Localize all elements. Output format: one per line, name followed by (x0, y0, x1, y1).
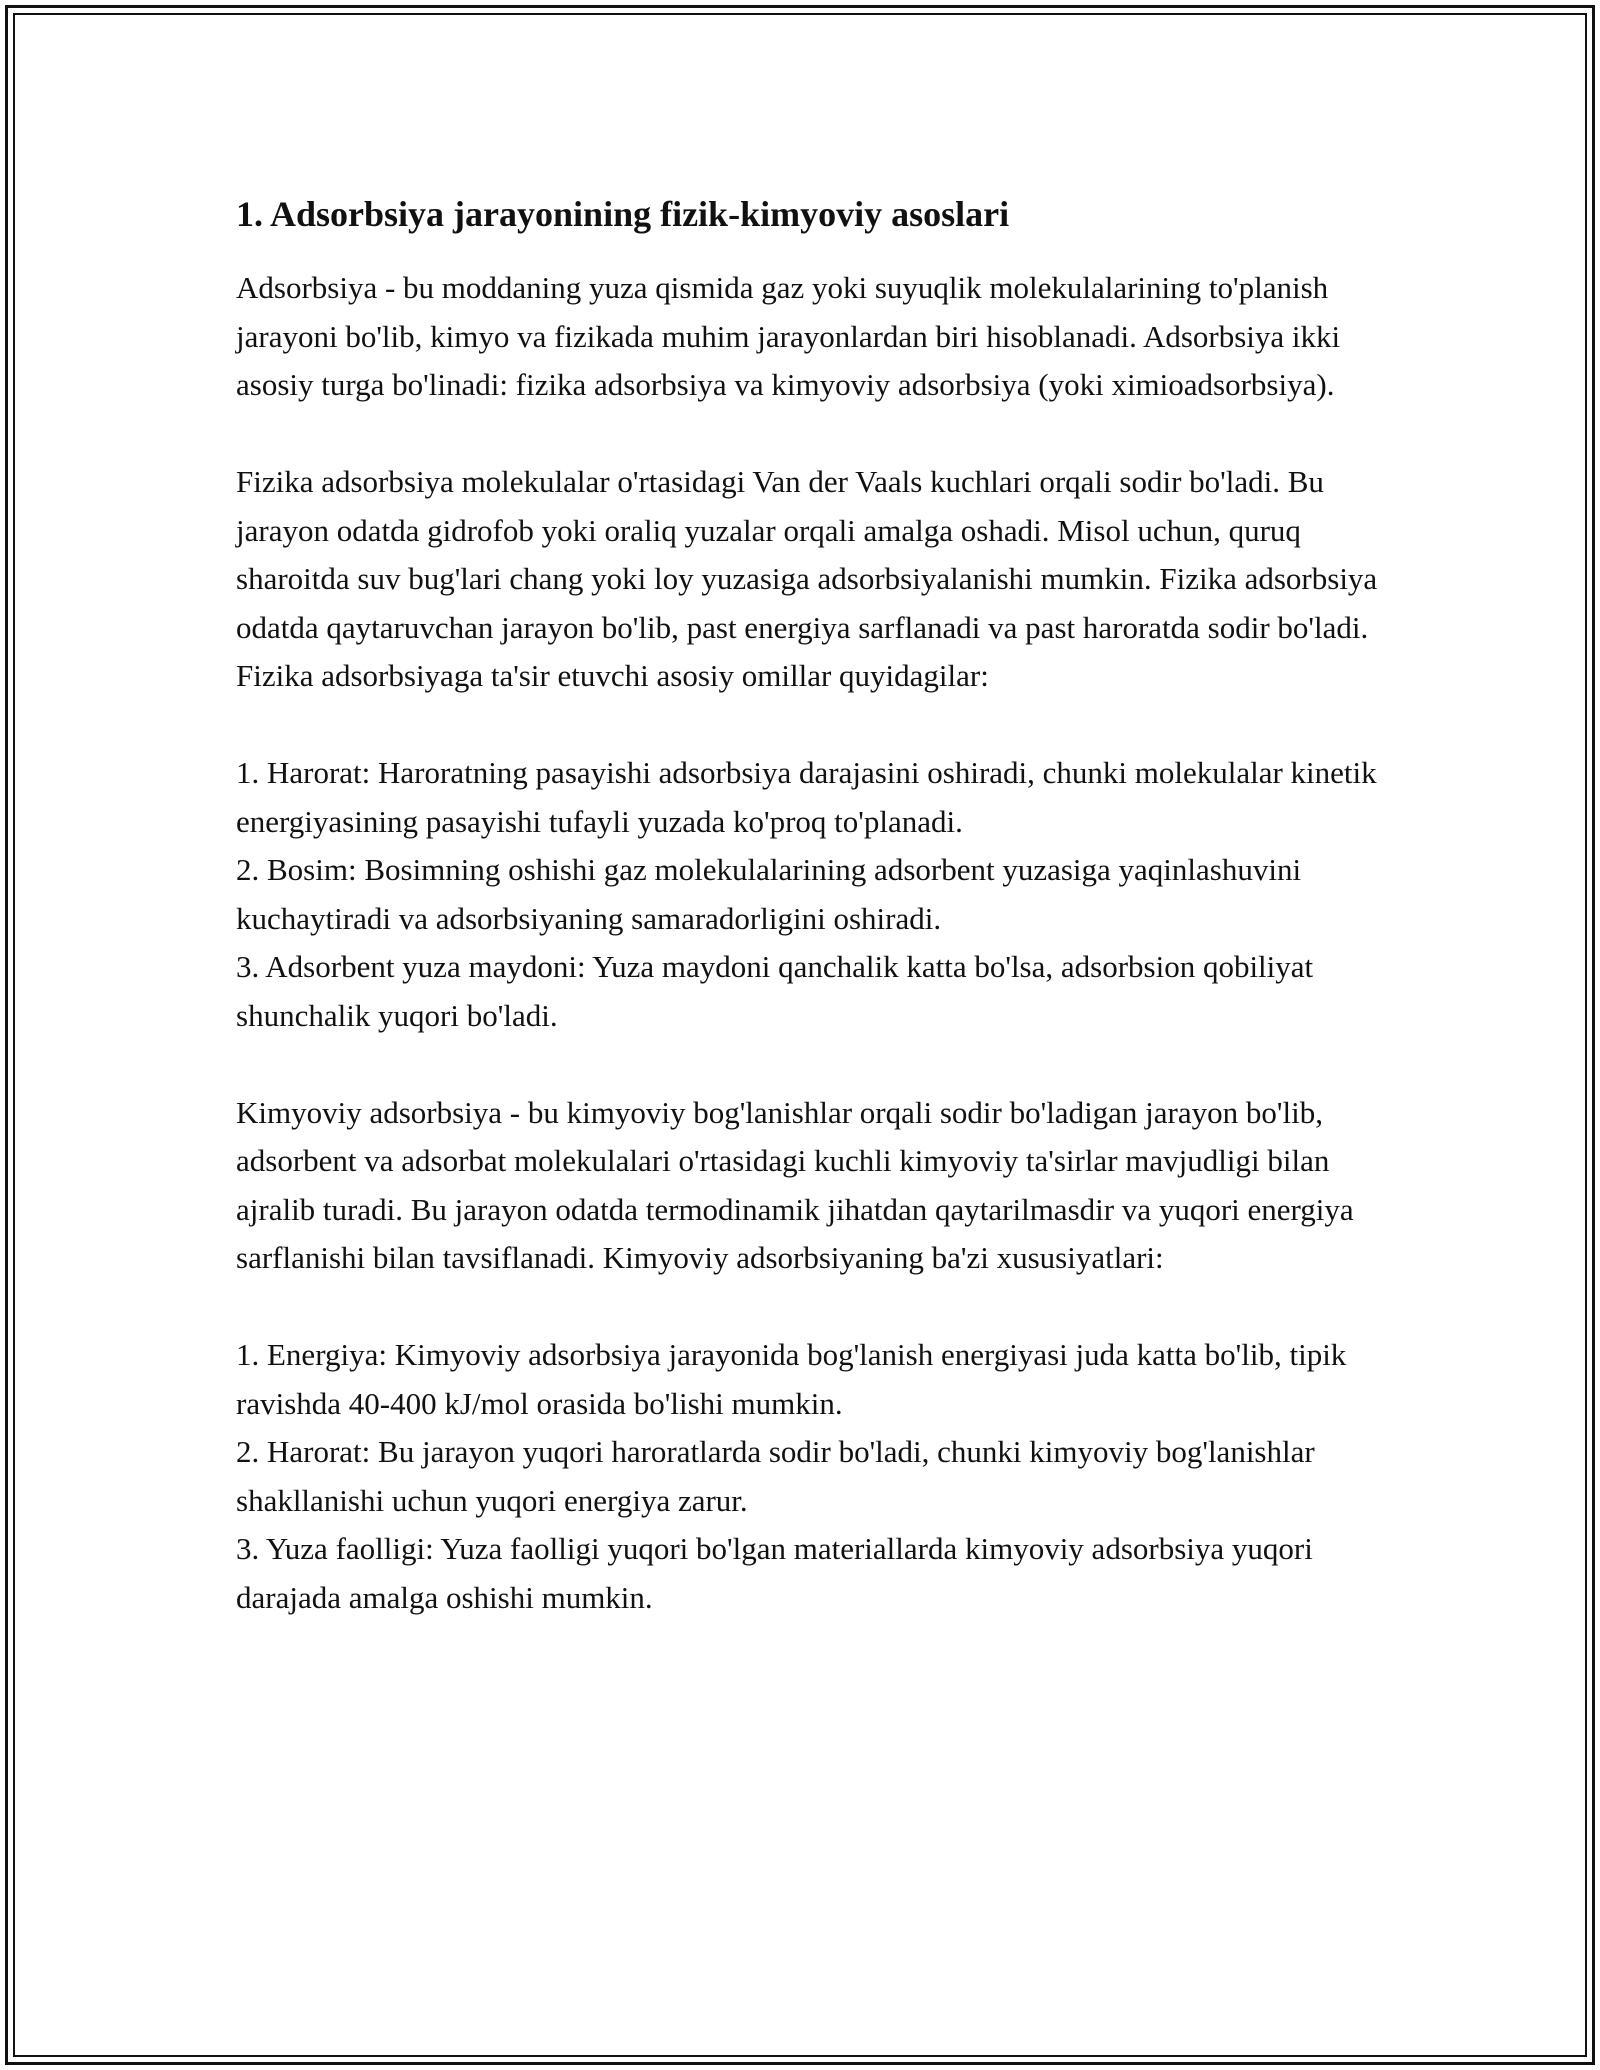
list-item: 2. Bosim: Bosimning oshishi gaz molekulalarining adsorbent yuzasiga yaqinlashuvini kuchaytiradi va adsorbsiyaning samaradorligini oshiradi. (236, 852, 1302, 936)
list-item: 2. Harorat: Bu jarayon yuqori haroratlarda sodir bo'ladi, chunki kimyoviy bog'lanishlar shakllanishi uchun yuqori energiya zarur. (236, 1434, 1315, 1518)
paragraph-intro: Adsorbsiya - bu moddaning yuza qismida gaz yoki suyuqlik molekulalarining to'planish jarayoni bo'lib, kimyo va fizikada muhim jarayonlardan biri hisoblanadi. Adsorbsiya ikki asosiy turga bo'linadi: fizika adsorbsiya va kimyoviy adsorbsiya (yoki ximioadsorbsiya). (236, 270, 1341, 402)
list-item: 3. Yuza faolligi: Yuza faolligi yuqori bo'lgan materiallarda kimyoviy adsorbsiya yuqori darajada amalga oshishi mumkin. (236, 1531, 1313, 1615)
document-title: 1. Adsorbsiya jarayonining fizik-kimyoviy asoslari (236, 194, 1010, 234)
paragraph-gap (236, 1040, 1386, 1089)
list-item: 1. Harorat: Haroratning pasayishi adsorbsiya darajasini oshiradi, chunki molekulalar kinetik energiyasining pasayishi tufayli yuzada ko'proq to'planadi. (236, 755, 1377, 839)
document-content (236, 190, 1386, 1622)
paragraph-physical-adsorption: Fizika adsorbsiya molekulalar o'rtasidagi Van der Vaals kuchlari orqali sodir bo'ladi. Bu jarayon odatda gidrofob yoki oraliq yuzalar orqali amalga oshadi. Misol uchun, quruq sharoitda suv bug'lari chang yoki loy yuzasiga adsorbsiyalanishi mumkin. Fizika adsorbsiya odatda qaytaruvchan jarayon bo'lib, past energiya sarflanadi va past haroratda sodir bo'ladi. Fizika adsorbsiyaga ta'sir etuvchi asosiy omillar quyidagilar: (236, 464, 1378, 693)
paragraph-chemical-adsorption: Kimyoviy adsorbsiya - bu kimyoviy bog'lanishlar orqali sodir bo'ladigan jarayon bo'lib, adsorbent va adsorbat molekulalari o'rtasidagi kuchli kimyoviy ta'sirlar mavjudligi bilan ajralib turadi. Bu jarayon odatda termodinamik jihatdan qaytarilmasdir va yuqori energiya sarflanishi bilan tavsiflanadi. Kimyoviy adsorbsiyaning ba'zi xususiyatlari: (236, 1094, 1354, 1275)
chemical-features-list (236, 1331, 1386, 1622)
paragraph-gap (236, 1283, 1386, 1332)
list-item: 3. Adsorbent yuza maydoni: Yuza maydoni qanchalik katta bo'lsa, adsorbsion qobiliyat shunchalik yuqori bo'ladi. (236, 949, 1314, 1033)
physical-factors-list (236, 749, 1386, 1040)
document-body (236, 264, 1386, 1622)
list-item: 1. Energiya: Kimyoviy adsorbsiya jarayonida bog'lanish energiyasi juda katta bo'lib, tipik ravishda 40-400 kJ/mol orasida bo'lishi mumkin. (236, 1337, 1347, 1421)
paragraph-gap (236, 410, 1386, 459)
paragraph-gap (236, 701, 1386, 750)
